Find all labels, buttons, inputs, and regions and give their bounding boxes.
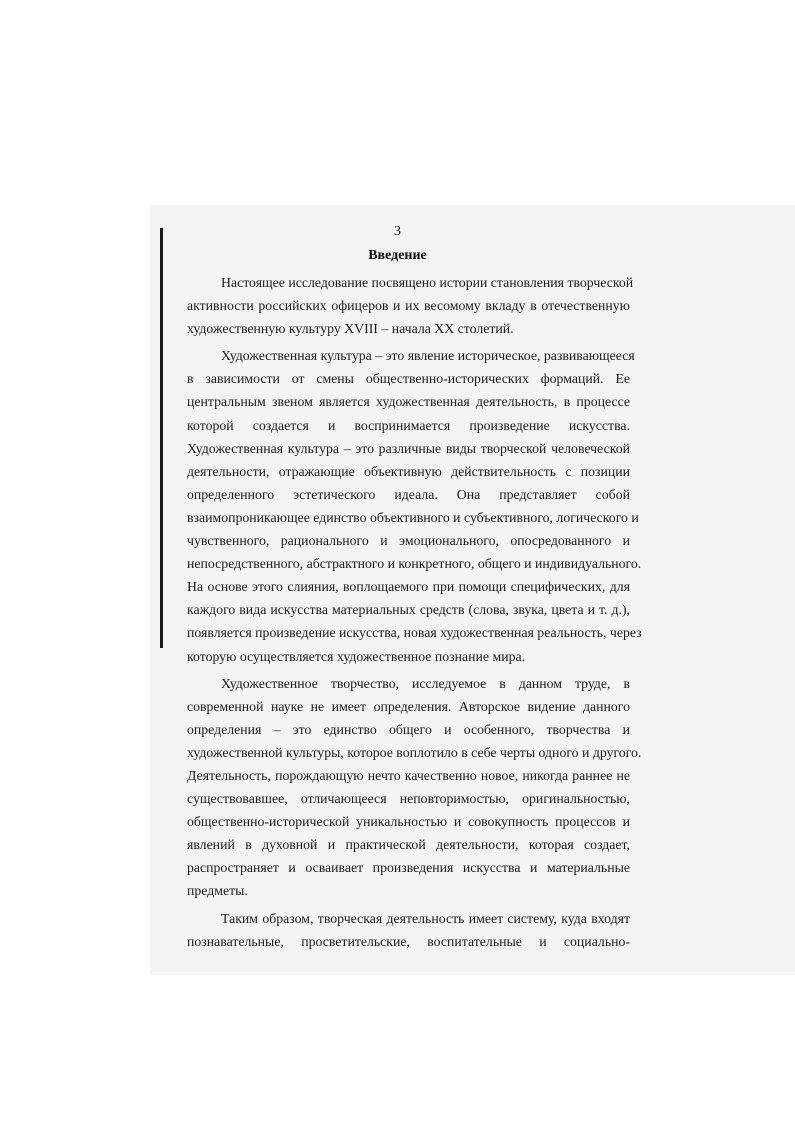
text-line: На основе этого слияния, воплощаемого при помощи специфических, для <box>187 579 630 595</box>
text-line: Деятельность, порождающую нечто качественно новое, никогда раннее не <box>187 767 630 783</box>
text-line: познавательные, просветительские, воспитательные и социально- <box>187 933 630 949</box>
text-line: Настоящее исследование посвящено истории становления творческой <box>221 275 634 290</box>
text-line: Художественная культура – это явление историческое, развивающееся <box>221 348 635 364</box>
text-line: определенного эстетического идеала. Она представляет собой <box>187 486 630 502</box>
text-line: непосредственного, абстрактного и конкретного, общего и индивидуального. <box>187 556 642 572</box>
page-number: 3 <box>394 224 401 239</box>
text-line: Художественное творчество, исследуемое в данном труде, в <box>221 675 630 691</box>
text-line: каждого вида искусства материальных средств (слова, звука, цвета и т. д.), <box>187 602 630 618</box>
text-line: Художественная культура – это различные виды творческой человеческой <box>187 440 630 456</box>
text-line: существовавшее, отличающееся неповторимостью, оригинальностью, <box>187 791 630 807</box>
text-line: распространяет и осваивает произведения искусства и материальные <box>187 860 630 876</box>
text-line: художественную культуру XVIII – начала XX столетий. <box>187 321 514 337</box>
body-text <box>187 271 642 953</box>
text-line: чувственного, рационального и эмоционального, опосредованного и <box>187 533 630 549</box>
text-line: которой создается и воспринимается произведение искусства. <box>187 417 630 433</box>
text-line: деятельности, отражающие объективную действительность с позиции <box>187 463 630 479</box>
text-line: в зависимости от смены общественно-исторических формаций. Ее <box>187 371 630 387</box>
text-line: явлений в духовной и практической деятельности, которая создает, <box>187 837 630 853</box>
text-line: современной науке не имеет определения. Авторское видение данного <box>187 698 630 714</box>
text-line: взаимопроникающее единство объективного и субъективного, логического и <box>187 509 639 525</box>
text-line: художественной культуры, которое воплотило в себе черты одного и другого. <box>187 744 642 760</box>
text-line: которую осуществляется художественное познание мира. <box>187 648 526 664</box>
text-line: активности российских офицеров и их весомому вкладу в отечественную <box>187 298 630 314</box>
paragraph <box>187 344 642 667</box>
text-line: Таким образом, творческая деятельность имеет систему, куда входят <box>221 910 630 926</box>
text-line: общественно-исторической уникальностью и совокупность процессов и <box>187 814 630 830</box>
paragraph <box>187 672 642 903</box>
text-line: появляется произведение искусства, новая художественная реальность, через <box>187 625 642 641</box>
text-line: определения – это единство общего и особенного, творчества и <box>187 721 630 737</box>
text-line: предметы. <box>187 883 248 899</box>
text-line: центральным звеном является художественная деятельность, в процессе <box>187 394 630 410</box>
paragraph <box>187 271 634 340</box>
section-title: Введение <box>368 248 427 263</box>
scan-edge-mark <box>160 228 163 648</box>
paragraph <box>187 907 630 953</box>
